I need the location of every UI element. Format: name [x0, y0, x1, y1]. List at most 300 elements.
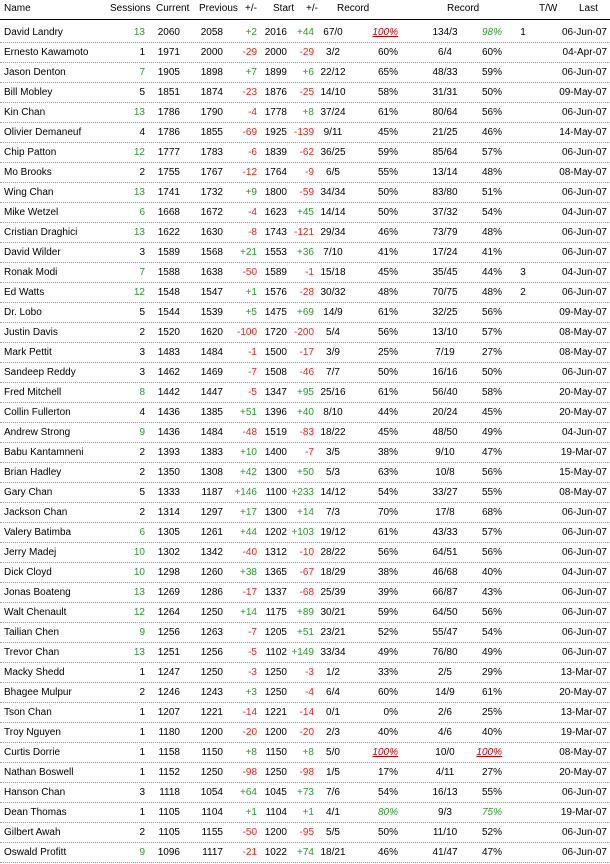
rating-change: -5: [248, 387, 257, 398]
last-played: 06-Jun-07: [561, 247, 607, 258]
last-played: 06-Jun-07: [561, 27, 607, 38]
player-name: Wing Chan: [4, 187, 54, 198]
session-percent: 52%: [377, 627, 398, 638]
previous-rating: 1250: [200, 607, 223, 618]
games-percent: 68%: [481, 507, 502, 518]
session-percent: 56%: [377, 327, 398, 338]
header-change-start[interactable]: +/-: [306, 3, 318, 14]
games-record: 17/8: [435, 507, 455, 518]
session-percent: 46%: [377, 227, 398, 238]
games-record: 55/47: [432, 627, 458, 638]
rating-change: +64: [240, 787, 257, 798]
previous-rating: 1286: [200, 587, 223, 598]
last-played: 06-Jun-07: [561, 147, 607, 158]
session-percent: 100%: [372, 747, 398, 758]
header-change[interactable]: +/-: [245, 3, 257, 14]
player-name: Cristian Draghici: [4, 227, 78, 238]
sessions-cell: 13: [133, 587, 145, 598]
last-played: 09-May-07: [559, 307, 607, 318]
sessions-cell: 3: [139, 367, 145, 378]
games-percent: 56%: [481, 547, 502, 558]
games-percent: 56%: [481, 107, 502, 118]
games-record: 43/33: [432, 527, 458, 538]
start-rating: 1104: [265, 807, 287, 818]
games-percent: 57%: [481, 527, 502, 538]
sessions-cell: 1: [139, 807, 145, 818]
player-name: Dean Thomas: [4, 807, 67, 818]
table-row: [0, 303, 610, 323]
sessions-cell: 2: [139, 507, 145, 518]
session-percent: 70%: [377, 507, 398, 518]
player-name: Gary Chan: [4, 487, 53, 498]
sessions-cell: 9: [139, 427, 145, 438]
change-from-start: +1: [302, 807, 314, 818]
games-percent: 58%: [481, 387, 502, 398]
sessions-cell: 5: [139, 487, 145, 498]
session-record: 18/21: [320, 847, 346, 858]
header-name[interactable]: Name: [4, 3, 31, 14]
session-record: 18/22: [320, 427, 346, 438]
change-from-start: +73: [297, 787, 314, 798]
header-start[interactable]: Start: [273, 3, 295, 14]
rating-change: -5: [248, 647, 257, 658]
start-rating: 1300: [264, 467, 287, 478]
change-from-start: +40: [297, 407, 314, 418]
session-percent: 17%: [377, 767, 398, 778]
table-row: [0, 463, 610, 483]
session-record: 36/25: [320, 147, 346, 158]
session-record: 22/12: [320, 67, 346, 78]
session-percent: 59%: [377, 147, 398, 158]
table-row: [0, 43, 610, 63]
current-rating: 1333: [157, 487, 180, 498]
games-record: 13/10: [432, 327, 458, 338]
games-percent: 59%: [481, 67, 502, 78]
last-played: 06-Jun-07: [561, 507, 607, 518]
player-name: David Landry: [4, 27, 63, 38]
sessions-cell: 5: [139, 87, 145, 98]
last-played: 04-Jun-07: [561, 267, 607, 278]
change-from-start: -4: [305, 687, 314, 698]
start-rating: 1202: [264, 527, 287, 538]
change-from-start: -1: [305, 267, 314, 278]
games-record: 70/75: [432, 287, 458, 298]
session-percent: 63%: [377, 467, 398, 478]
games-percent: 47%: [481, 447, 502, 458]
sessions-cell: 13: [133, 187, 145, 198]
sessions-cell: 2: [139, 167, 145, 178]
table-row: [0, 403, 610, 423]
change-from-start: -25: [299, 87, 314, 98]
header-last[interactable]: Last: [579, 3, 598, 14]
session-percent: 33%: [377, 667, 398, 678]
sessions-cell: 1: [139, 707, 145, 718]
tw-cell: 3: [520, 267, 526, 278]
player-name: Brian Hadley: [4, 467, 62, 478]
start-rating: 1045: [264, 787, 287, 798]
session-percent: 61%: [377, 307, 398, 318]
player-name: Jackson Chan: [4, 507, 68, 518]
table-row: [0, 483, 610, 503]
current-rating: 1544: [157, 307, 180, 318]
current-rating: 2060: [157, 27, 180, 38]
change-from-start: +8: [302, 747, 314, 758]
session-record: 8/10: [323, 407, 343, 418]
table-row: [0, 683, 610, 703]
games-record: 73/79: [432, 227, 458, 238]
rating-change: -50: [242, 267, 257, 278]
change-from-start: +14: [297, 507, 314, 518]
rating-change: -7: [248, 367, 257, 378]
table-row: [0, 703, 610, 723]
games-percent: 57%: [481, 327, 502, 338]
games-record: 134/3: [432, 27, 458, 38]
games-percent: 98%: [481, 27, 502, 38]
table-row: [0, 723, 610, 743]
table-header: [0, 0, 610, 20]
current-rating: 1105: [158, 827, 180, 838]
start-rating: 1400: [264, 447, 287, 458]
rating-change: -69: [242, 127, 257, 138]
player-name: Sandeep Reddy: [4, 367, 76, 378]
session-record: 28/22: [320, 547, 346, 558]
start-rating: 1925: [264, 127, 287, 138]
table-row: [0, 323, 610, 343]
last-played: 19-Mar-07: [560, 807, 607, 818]
session-record: 9/11: [323, 127, 343, 138]
previous-rating: 1469: [200, 367, 223, 378]
sessions-cell: 12: [133, 147, 145, 158]
change-from-start: -14: [299, 707, 314, 718]
table-row: [0, 643, 610, 663]
previous-rating: 1539: [200, 307, 223, 318]
last-played: 04-Jun-07: [561, 567, 607, 578]
games-record: 7/19: [435, 347, 455, 358]
games-percent: 52%: [481, 827, 502, 838]
session-record: 1/2: [326, 667, 340, 678]
rating-change: +21: [240, 247, 257, 258]
last-played: 06-Jun-07: [561, 847, 607, 858]
games-record: 64/51: [432, 547, 458, 558]
games-record: 46/68: [432, 567, 458, 578]
current-rating: 1305: [157, 527, 180, 538]
current-rating: 1622: [157, 227, 180, 238]
games-record: 2/5: [438, 667, 452, 678]
change-from-start: -200: [293, 327, 314, 338]
player-name: Dr. Lobo: [4, 307, 42, 318]
start-rating: 1365: [264, 567, 287, 578]
start-rating: 1100: [265, 487, 287, 498]
player-name: Ed Watts: [4, 287, 45, 298]
session-record: 7/7: [326, 367, 340, 378]
player-name: Oswald Profitt: [4, 847, 67, 858]
change-from-start: -139: [293, 127, 314, 138]
table-row: [0, 83, 610, 103]
change-from-start: -3: [305, 667, 314, 678]
start-rating: 1250: [264, 667, 287, 678]
games-record: 20/24: [432, 407, 458, 418]
change-from-start: -29: [299, 47, 314, 58]
player-name: Olivier Demaneuf: [4, 127, 82, 138]
previous-rating: 1155: [201, 827, 223, 838]
session-record: 30/32: [320, 287, 346, 298]
player-name: Nathan Boswell: [4, 767, 74, 778]
rating-change: +42: [240, 467, 257, 478]
games-record: 6/4: [438, 47, 452, 58]
sessions-cell: 1: [139, 667, 145, 678]
previous-rating: 1200: [200, 727, 223, 738]
table-row: [0, 363, 610, 383]
current-rating: 1302: [157, 547, 180, 558]
table-row: [0, 103, 610, 123]
table-row: [0, 383, 610, 403]
games-percent: 41%: [481, 247, 502, 258]
rating-change: -50: [242, 827, 257, 838]
games-record: 48/33: [432, 67, 458, 78]
header-sessions[interactable]: Sessions: [110, 3, 151, 14]
previous-rating: 1672: [200, 207, 223, 218]
games-record: 9/10: [435, 447, 455, 458]
table-row: [0, 343, 610, 363]
previous-rating: 1250: [200, 767, 223, 778]
last-played: 06-Jun-07: [561, 367, 607, 378]
last-played: 08-May-07: [559, 167, 607, 178]
start-rating: 1150: [265, 747, 287, 758]
change-from-start: -28: [299, 287, 314, 298]
start-rating: 1500: [264, 347, 287, 358]
start-rating: 1475: [264, 307, 287, 318]
games-record: 2/6: [438, 707, 452, 718]
table-row: [0, 143, 610, 163]
session-percent: 50%: [377, 827, 398, 838]
start-rating: 1623: [264, 207, 287, 218]
session-percent: 54%: [377, 487, 398, 498]
change-from-start: +51: [297, 627, 314, 638]
sessions-cell: 3: [139, 787, 145, 798]
rating-change: +17: [240, 507, 257, 518]
games-percent: 61%: [481, 687, 502, 698]
previous-rating: 1620: [200, 327, 223, 338]
change-from-start: +103: [291, 527, 314, 538]
session-record: 5/5: [326, 827, 340, 838]
previous-rating: 1260: [200, 567, 223, 578]
table-row: [0, 563, 610, 583]
start-rating: 1778: [264, 107, 287, 118]
games-record: 10/0: [435, 747, 455, 758]
sessions-cell: 13: [133, 27, 145, 38]
games-record: 32/25: [432, 307, 458, 318]
sessions-cell: 4: [139, 127, 145, 138]
session-record: 19/12: [320, 527, 346, 538]
session-percent: 60%: [377, 687, 398, 698]
games-percent: 56%: [481, 607, 502, 618]
session-record: 29/34: [320, 227, 346, 238]
table-row: [0, 183, 610, 203]
change-from-start: -95: [299, 827, 314, 838]
games-record: 10/8: [435, 467, 455, 478]
start-rating: 1347: [264, 387, 287, 398]
header-previous[interactable]: Previous: [199, 3, 238, 14]
session-percent: 55%: [377, 167, 398, 178]
session-record: 6/5: [326, 167, 340, 178]
start-rating: 1876: [264, 87, 287, 98]
change-from-start: +233: [291, 487, 314, 498]
rating-change: -40: [242, 547, 257, 558]
games-percent: 55%: [481, 787, 502, 798]
change-from-start: +69: [297, 307, 314, 318]
table-row: [0, 243, 610, 263]
start-rating: 1800: [264, 187, 287, 198]
change-from-start: +44: [297, 27, 314, 38]
player-name: Mark Pettit: [4, 347, 52, 358]
last-played: 06-Jun-07: [561, 187, 607, 198]
change-from-start: +45: [297, 207, 314, 218]
session-percent: 65%: [377, 67, 398, 78]
player-name: Collin Fullerton: [4, 407, 71, 418]
previous-rating: 2000: [200, 47, 223, 58]
header-record-session[interactable]: Record: [337, 3, 370, 14]
change-from-start: +74: [297, 847, 314, 858]
sessions-cell: 6: [139, 527, 145, 538]
current-rating: 1256: [157, 627, 180, 638]
player-name: Tson Chan: [4, 707, 52, 718]
session-record: 4/1: [326, 807, 340, 818]
previous-rating: 1243: [200, 687, 223, 698]
previous-rating: 2058: [200, 27, 223, 38]
current-rating: 1393: [157, 447, 180, 458]
header-tw[interactable]: T/W: [539, 3, 558, 14]
rating-change: +8: [245, 747, 257, 758]
last-played: 06-Jun-07: [561, 527, 607, 538]
player-name: Mike Wetzel: [4, 207, 59, 218]
session-record: 33/34: [320, 647, 346, 658]
games-record: 48/50: [432, 427, 458, 438]
change-from-start: -121: [293, 227, 314, 238]
sessions-cell: 5: [139, 307, 145, 318]
previous-rating: 1256: [200, 647, 223, 658]
sessions-cell: 12: [133, 607, 145, 618]
player-name: Babu Kantamneni: [4, 447, 84, 458]
player-name: Ernesto Kawamoto: [4, 47, 89, 58]
current-rating: 1589: [157, 247, 180, 258]
games-percent: 54%: [481, 627, 502, 638]
current-rating: 1158: [158, 747, 180, 758]
player-name: Macky Shedd: [4, 667, 65, 678]
session-percent: 0%: [383, 707, 398, 718]
session-record: 34/34: [320, 187, 346, 198]
player-name: Ronak Modi: [4, 267, 58, 278]
previous-rating: 1342: [200, 547, 223, 558]
rating-change: -7: [248, 627, 257, 638]
session-percent: 40%: [377, 727, 398, 738]
player-name: Kin Chan: [4, 107, 46, 118]
games-percent: 100%: [476, 747, 502, 758]
start-rating: 1221: [264, 707, 287, 718]
table-row: [0, 823, 610, 843]
previous-rating: 1874: [200, 87, 223, 98]
previous-rating: 1117: [202, 847, 223, 858]
session-percent: 25%: [377, 347, 398, 358]
header-current[interactable]: Current: [156, 3, 190, 14]
games-percent: 49%: [481, 647, 502, 658]
session-record: 2/3: [326, 727, 340, 738]
last-played: 20-May-07: [559, 767, 607, 778]
session-record: 14/14: [320, 207, 346, 218]
table-row: [0, 203, 610, 223]
change-from-start: -59: [299, 187, 314, 198]
previous-rating: 1638: [200, 267, 223, 278]
player-name: Jason Denton: [4, 67, 66, 78]
last-played: 06-Jun-07: [561, 787, 607, 798]
change-from-start: -17: [299, 347, 314, 358]
session-record: 14/10: [320, 87, 346, 98]
change-from-start: +95: [297, 387, 314, 398]
start-rating: 1839: [264, 147, 287, 158]
player-name: Trevor Chan: [4, 647, 60, 658]
current-rating: 1118: [159, 787, 180, 798]
last-played: 08-May-07: [559, 747, 607, 758]
rating-change: -21: [242, 847, 257, 858]
table-row: [0, 443, 610, 463]
last-played: 08-May-07: [559, 347, 607, 358]
games-record: 21/25: [432, 127, 458, 138]
session-record: 37/24: [320, 107, 346, 118]
previous-rating: 1898: [200, 67, 223, 78]
current-rating: 1436: [157, 427, 180, 438]
sessions-cell: 7: [139, 267, 145, 278]
start-rating: 1300: [264, 507, 287, 518]
previous-rating: 1221: [200, 707, 223, 718]
rating-change: -98: [242, 767, 257, 778]
session-record: 5/4: [326, 327, 340, 338]
session-percent: 45%: [377, 127, 398, 138]
games-record: 11/10: [432, 827, 458, 838]
current-rating: 1207: [157, 707, 180, 718]
session-percent: 59%: [377, 607, 398, 618]
session-record: 6/4: [326, 687, 340, 698]
games-percent: 29%: [481, 667, 502, 678]
last-played: 06-Jun-07: [561, 67, 607, 78]
rating-change: -8: [248, 227, 257, 238]
current-rating: 1152: [158, 767, 180, 778]
previous-rating: 1447: [200, 387, 223, 398]
sessions-cell: 13: [133, 647, 145, 658]
tw-cell: 1: [520, 27, 526, 38]
start-rating: 1200: [264, 827, 287, 838]
start-rating: 1553: [264, 247, 287, 258]
session-record: 7/3: [326, 507, 340, 518]
session-percent: 38%: [377, 447, 398, 458]
player-name: Gilbert Awah: [4, 827, 61, 838]
games-percent: 27%: [481, 767, 502, 778]
games-record: 17/24: [432, 247, 458, 258]
games-record: 4/6: [438, 727, 452, 738]
rating-change: +1: [245, 287, 257, 298]
player-name: Bhagee Mulpur: [4, 687, 72, 698]
rating-change: +9: [245, 187, 257, 198]
session-record: 5/0: [326, 747, 340, 758]
change-from-start: +50: [297, 467, 314, 478]
games-percent: 60%: [481, 47, 502, 58]
current-rating: 1442: [157, 387, 180, 398]
session-record: 14/9: [323, 307, 343, 318]
header-record-games[interactable]: Record: [447, 3, 480, 14]
previous-rating: 1790: [200, 107, 223, 118]
current-rating: 1350: [157, 467, 180, 478]
last-played: 09-May-07: [559, 87, 607, 98]
session-record: 18/29: [320, 567, 346, 578]
start-rating: 1175: [265, 607, 287, 618]
